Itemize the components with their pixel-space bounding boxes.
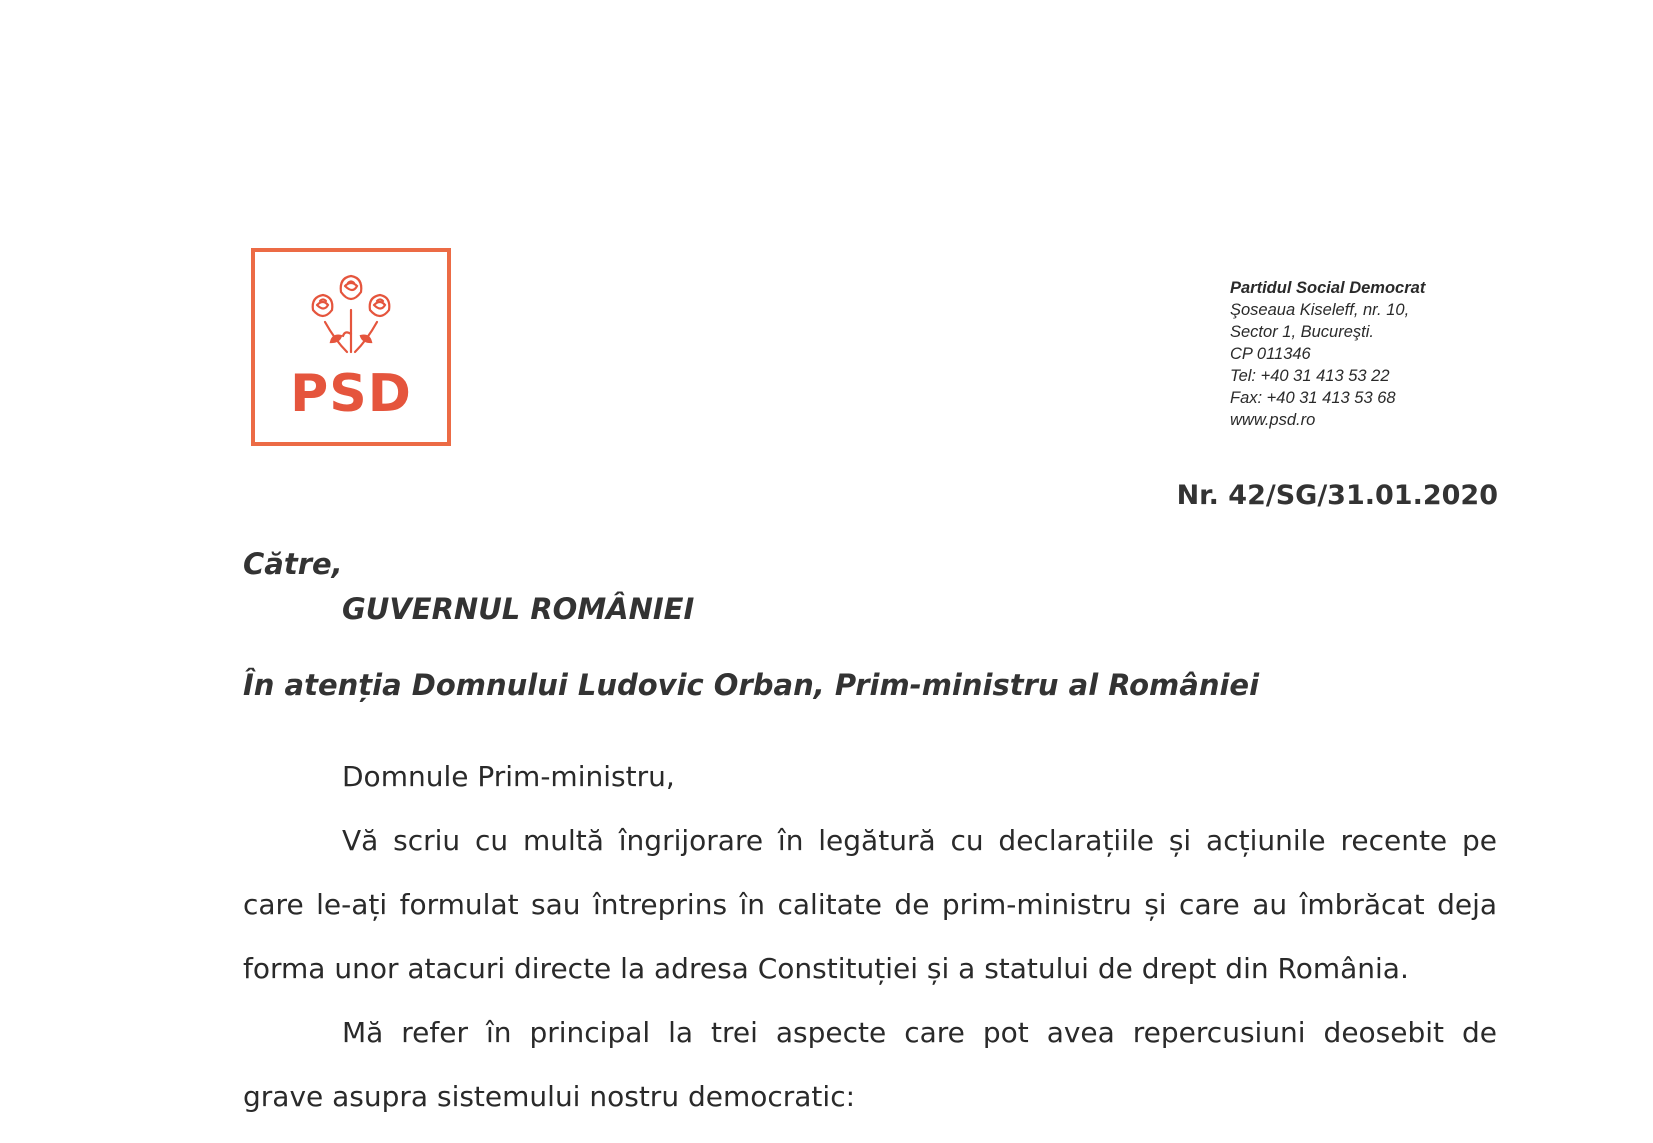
salutation: Domnule Prim-ministru, (342, 760, 675, 793)
paragraph-line: Vă scriu cu multă îngrijorare în legătură cu declarațiile și acțiunile recente pe (342, 824, 1497, 857)
psd-logo (251, 248, 451, 446)
fax: Fax: +40 31 413 53 68 (1230, 389, 1396, 407)
sender-address (1230, 277, 1490, 431)
psd-logo-text: PSD (290, 364, 412, 424)
recipient: GUVERNUL ROMÂNIEI (342, 592, 695, 626)
body-paragraph (243, 1001, 1497, 1129)
to-label: Către, (243, 547, 343, 581)
paragraph-line: grave asupra sistemului nostru democratic: (243, 1080, 856, 1113)
org-name: Partidul Social Democrat (1230, 279, 1426, 297)
reference-number: Nr. 42/SG/31.01.2020 (1176, 480, 1498, 511)
city: Sector 1, Bucureşti. (1230, 323, 1374, 341)
body-paragraph (243, 809, 1497, 1001)
website: www.psd.ro (1230, 411, 1316, 429)
street-address: Şoseaua Kiseleff, nr. 10, (1230, 301, 1410, 319)
postal-code: CP 011346 (1230, 345, 1311, 363)
telephone: Tel: +40 31 413 53 22 (1230, 367, 1390, 385)
attention-line: În atenția Domnului Ludovic Orban, Prim-ministru al României (243, 668, 1260, 702)
paragraph-line: Mă refer în principal la trei aspecte care pot avea repercusiuni deosebit de (342, 1016, 1497, 1049)
paragraph-line: forma unor atacuri directe la adresa Constituției și a statului de drept din România. (243, 952, 1409, 985)
paragraph-line: care le-ați formulat sau întreprins în calitate de prim-ministru și care au îmbrăcat deja (243, 888, 1497, 921)
